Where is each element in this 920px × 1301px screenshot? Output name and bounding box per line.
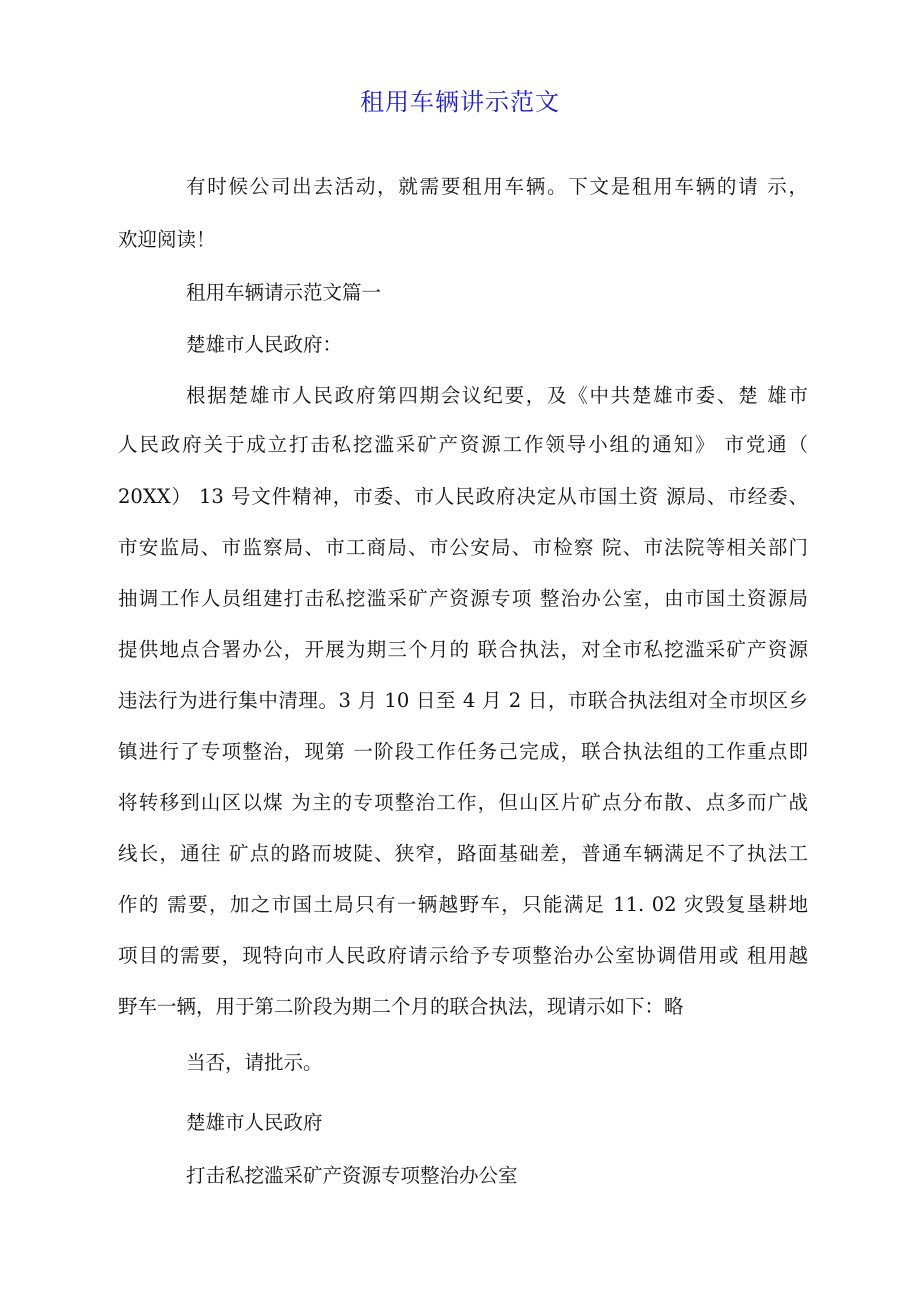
paragraph-line: 将转移到山区以煤 为主的专项整治工作，但山区片矿点分布散、点多而广战 bbox=[118, 791, 808, 814]
paragraph-line: 提供地点合署办公，开展为期三个月的 联合执法，对全市私挖滥采矿产资源 bbox=[118, 638, 808, 661]
paragraph-line: 有时候公司出去活动，就需要租用车辆。下文是租用车辆的请 示， bbox=[186, 175, 808, 198]
paragraph-line: 镇进行了专项整治，现第 一阶段工作任务己完成，联合执法组的工作重点即 bbox=[118, 740, 808, 763]
paragraph-line: 20XX） 13 号文件精神，市委、市人民政府决定从市国土资 源局、市经委、 bbox=[118, 485, 808, 508]
paragraph-line: 项目的需要，现特向市人民政府请示给予专项整治办公室协调借用或 租用越 bbox=[118, 944, 808, 967]
signature-organization: 楚雄市人民政府 bbox=[186, 1111, 323, 1134]
closing-line: 当否，请批示。 bbox=[186, 1051, 323, 1074]
paragraph-line: 根据楚雄市人民政府第四期会议纪要，及《中共楚雄市委、楚 雄市 bbox=[186, 384, 808, 407]
paragraph-line: 抽调工作人员组建打击私挖滥采矿产资源专项 整治办公室，由市国土资源局 bbox=[118, 587, 808, 610]
signature-office: 打击私挖滥采矿产资源专项整治办公室 bbox=[186, 1164, 518, 1187]
paragraph-line: 野车一辆，用于第二阶段为期二个月的联合执法，现请示如下：略 bbox=[118, 995, 684, 1018]
paragraph-line: 线长，通往 矿点的路而坡陡、狭窄，路面基础差，普通车辆满足不了执法工 bbox=[118, 842, 808, 865]
salutation: 楚雄市人民政府： bbox=[186, 333, 343, 356]
paragraph-line: 市安监局、市监察局、市工商局、市公安局、市检察 院、市法院等相关部门 bbox=[118, 536, 808, 559]
paragraph-line: 人民政府关于成立打击私挖滥采矿产资源工作领导小组的通知》 市党通（ bbox=[118, 433, 808, 456]
section-heading: 租用车辆请示范文篇一 bbox=[186, 281, 382, 304]
paragraph-line: 欢迎阅读！ bbox=[118, 228, 216, 251]
document-title: 租用车辆讲示范文 bbox=[360, 88, 560, 116]
paragraph-line: 违法行为进行集中清理。3 月 10 日至 4 月 2 日，市联合执法组对全市坝区乡 bbox=[118, 689, 808, 712]
paragraph-line: 作的 需要，加之市国土局只有一辆越野车，只能满足 11. 02 灾毁复垦耕地 bbox=[118, 893, 808, 916]
